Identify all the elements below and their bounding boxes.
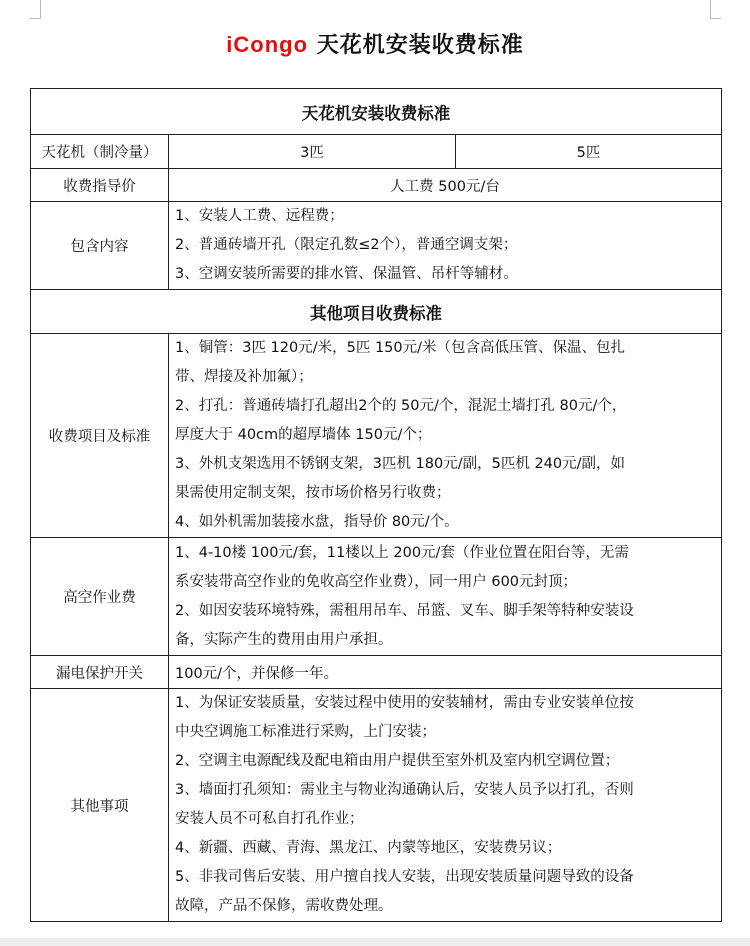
items-label: 收费项目及标准 <box>31 334 169 538</box>
brand-name: iCongo <box>226 32 309 57</box>
other-label: 其他事项 <box>31 689 169 922</box>
other-line: 中央空调施工标准进行采购，上门安装； <box>175 724 436 740</box>
items-line: 带、焊接及补加氟）； <box>175 369 313 385</box>
items-line: 果需使用定制支架，按市场价格另行收费； <box>175 485 451 501</box>
items-line: 2、打孔：普通砖墙打孔超出2个的 50元/个，混泥土墙打孔 80元/个， <box>175 398 627 414</box>
height-label: 高空作业费 <box>31 538 169 656</box>
document-title <box>0 28 750 59</box>
other-line: 1、为保证安装质量，安装过程中使用的安装辅材，需由专业安装单位按 <box>175 695 634 711</box>
height-line: 1、4-10楼 100元/套，11楼以上 200元/套（作业位置在阳台等，无需 <box>175 544 629 561</box>
other-line: 3、墙面打孔须知：需业主与物业沟通确认后，安装人员予以打孔，否则 <box>175 782 634 798</box>
model-5hp: 5匹 <box>456 135 722 169</box>
items-line: 1、铜管：3匹 120元/米，5匹 150元/米（包含高低压管、保温、包扎 <box>175 340 626 356</box>
model-label: 天花机（制冷量） <box>31 135 169 169</box>
includes-line: 2、普通砖墙开孔（限定孔数≤2个），普通空调支架； <box>175 237 518 253</box>
other-content <box>169 689 722 922</box>
other-line: 4、新疆、西藏、青海、黑龙江、内蒙等地区，安装费另议； <box>175 840 562 856</box>
page-bottom-strip <box>0 938 750 946</box>
model-3hp: 3匹 <box>169 135 456 169</box>
items-content <box>169 334 722 538</box>
items-line: 4、如外机需加装接水盘，指导价 80元/个。 <box>175 514 459 530</box>
items-line: 3、外机支架选用不锈钢支架，3匹机 180元/副，5匹机 240元/副，如 <box>175 456 626 472</box>
leak-label: 漏电保护开关 <box>31 656 169 689</box>
includes-label: 包含内容 <box>31 202 169 290</box>
crop-mark-left <box>30 0 41 19</box>
price-label: 收费指导价 <box>31 169 169 202</box>
section-header-other: 其他项目收费标准 <box>31 290 722 334</box>
includes-line: 1、安装人工费、远程费； <box>175 208 344 224</box>
height-line: 备，实际产生的费用由用户承担。 <box>175 631 393 648</box>
leak-value: 100元/个，并保修一年。 <box>169 656 722 689</box>
other-line: 2、空调主电源配线及配电箱由用户提供至室外机及室内机空调位置； <box>175 753 620 769</box>
title-text: 天花机安装收费标准 <box>316 33 524 58</box>
crop-mark-right <box>710 0 721 19</box>
price-value: 人工费 500元/台 <box>169 169 722 202</box>
other-line: 5、非我司售后安装、用户擅自找人安装，出现安装质量问题导致的设备 <box>175 869 634 885</box>
section-header-install: 天花机安装收费标准 <box>31 89 722 135</box>
other-line: 安装人员不可私自打孔作业； <box>175 811 364 827</box>
includes-line: 3、空调安装所需要的排水管、保温管、吊杆等辅材。 <box>175 266 518 282</box>
height-line: 系安装带高空作业的免收高空作业费），同一用户 600元封顶； <box>175 573 578 590</box>
fee-table <box>30 88 722 922</box>
items-line: 厚度大于 40cm的超厚墙体 150元/个； <box>175 427 432 443</box>
includes-content <box>169 202 722 290</box>
height-line: 2、如因安装环境特殊，需租用吊车、吊篮、叉车、脚手架等特种安装设 <box>175 602 634 619</box>
other-line: 故障，产品不保修，需收费处理。 <box>175 898 393 914</box>
height-content <box>169 538 722 656</box>
